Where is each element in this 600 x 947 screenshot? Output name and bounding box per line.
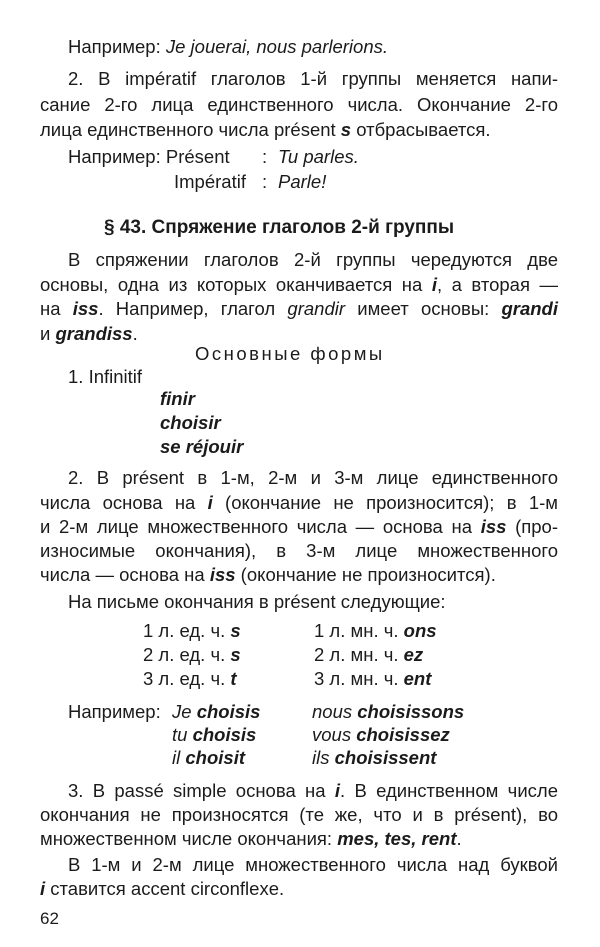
paragraph-line: 3. В passé simple основа на i. В единственном числе <box>68 780 558 801</box>
section-heading: § 43. Спряжение глаголов 2-й группы <box>104 217 455 238</box>
endings-row: 1 л. мн. ч. ons <box>314 620 437 641</box>
paragraph-line: основы, одна из которых оканчивается на i, а вторая — <box>40 274 558 295</box>
paragraph-line: i ставится accent circonflexe. <box>40 878 285 899</box>
paragraph-line: В 1-м и 2-м лице множественного числа над буквой <box>68 854 558 875</box>
list-item: se réjouir <box>160 436 244 457</box>
paragraph-line: множественном числе окончания: mes, tes, rent. <box>40 828 462 849</box>
page-number: 62 <box>40 909 59 928</box>
example-label: Например: <box>68 701 161 722</box>
paragraph-line: 2. В présent в 1-м, 2-м и 3-м лице единственного <box>68 467 558 488</box>
example-line: Impératif <box>174 171 246 192</box>
example-label: Например: <box>68 36 166 57</box>
example-line: Например: Présent <box>68 146 230 167</box>
conjugation-row: nous choisissons <box>312 701 465 722</box>
example-value: Tu parles. <box>278 146 359 167</box>
example-value: Parle! <box>278 171 327 192</box>
example-line <box>68 38 388 57</box>
paragraph-line: износимые окончания), в 3-м лице множественного <box>40 540 558 561</box>
conjugation-row: il choisit <box>172 747 245 768</box>
endings-row: 2 л. ед. ч. s <box>143 644 241 665</box>
paragraph-line: лица единственного числа présent s отбрасывается. <box>40 119 491 140</box>
paragraph-line: На письме окончания в présent следующие: <box>68 591 446 612</box>
conjugation-row: tu choisis <box>172 724 257 745</box>
conjugation-row: ils choisissent <box>312 747 437 768</box>
paragraph-line: 2. В impératif глаголов 1-й группы меняется напи- <box>68 68 558 89</box>
conjugation-row: Je choisis <box>172 701 261 722</box>
paragraph-line: числа основа на i (окончание не произносится); в 1-м <box>40 492 559 513</box>
paragraph-line: и grandiss. <box>40 323 138 344</box>
endings-row: 1 л. ед. ч. s <box>143 620 241 641</box>
paragraph-line: окончания не произносятся (те же, что и в présent), во <box>40 804 558 825</box>
paragraph-line: на iss. Например, глагол grandir имеет основы: grandi <box>40 298 558 319</box>
example-separator: : <box>262 146 268 167</box>
list-label: 1. Infinitif <box>68 366 143 387</box>
list-item: finir <box>160 388 195 409</box>
list-item: choisir <box>160 412 221 433</box>
paragraph-line: сание 2-го лица единственного числа. Окончание 2-го <box>40 94 558 115</box>
example-text: Je jouerai, nous parlerions. <box>165 36 389 57</box>
paragraph-line: и 2-м лице множественного числа — основа на iss (про- <box>40 516 559 537</box>
endings-row: 2 л. мн. ч. ez <box>314 644 424 665</box>
example-separator: : <box>262 171 268 192</box>
endings-row: 3 л. мн. ч. ent <box>314 668 432 689</box>
paragraph-line: числа — основа на iss (окончание не произносится). <box>40 564 496 585</box>
conjugation-row: vous choisissez <box>312 724 450 745</box>
subsection-title: Основные формы <box>195 343 385 364</box>
paragraph-line: В спряжении глаголов 2-й группы чередуются две <box>68 249 558 270</box>
endings-row: 3 л. ед. ч. t <box>143 668 237 689</box>
